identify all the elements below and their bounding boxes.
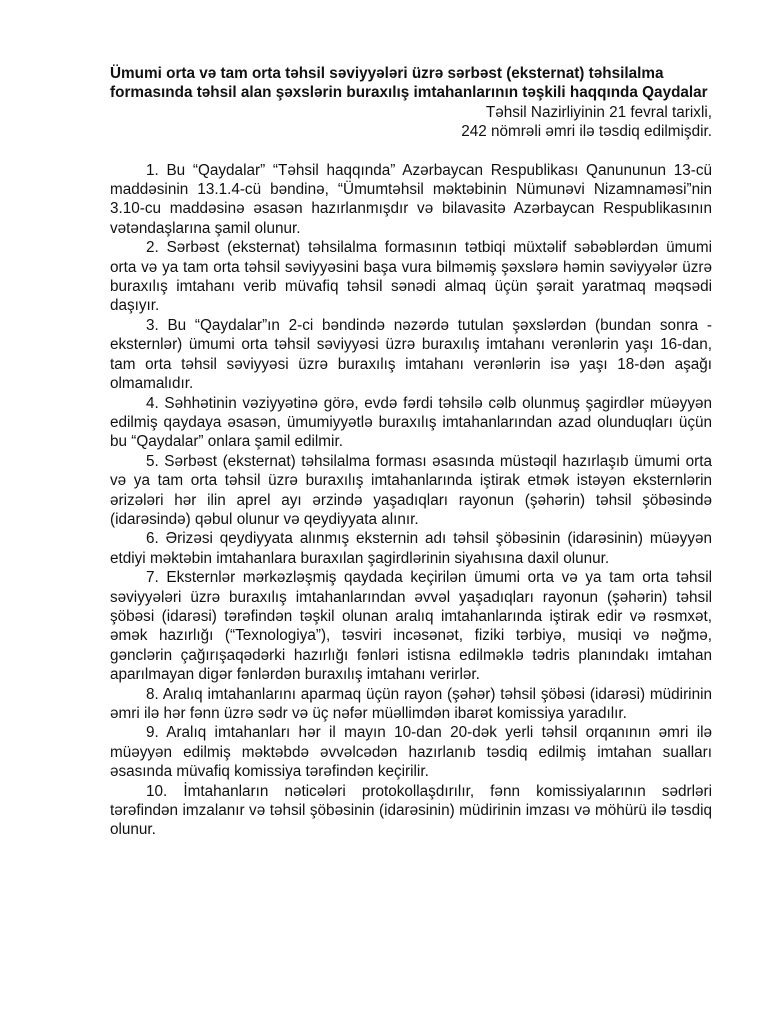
paragraph-1: 1. Bu “Qaydalar” “Təhsil haqqında” Azərbaycan Respublikası Qanununun 13-cü maddəsinin 13.1.4-cü bəndinə, “Ümumtəhsil məktəbinin Nümunəvi Nizamnaməsi”nin 3.10-cu maddəsinə əsasən hazırlanmışdır və bilavasitə Azərbaycan Respublikasının vətəndaşlarına şamil olunur. [110,161,712,237]
paragraph-2: 2. Sərbəst (eksternat) təhsilalma formasının tətbiqi müxtəlif səbəblərdən ümumi orta və ya tam orta təhsil səviyyəsini başa vura bilməmiş şəxslərə həmin səviyyələr üzrə buraxılış imtahanı verib müvafiq təhsil sənədi almaq üçün şərait yaratmaq məqsədi daşıyır. [110,239,712,315]
paragraph-7: 7. Eksternlər mərkəzləşmiş qaydada keçirilən ümumi orta və ya tam orta təhsil səviyyələri üzrə buraxılış imtahanlarından əvvəl yaşadıqları rayonun (şəhərin) təhsil şöbəsi (idarəsi) tərəfindən təşkil olunan aralıq imtahanlarında iştirak edir və rəsmxət, əmək hazırlığı (“Texnologiya”), təsviri incəsənət, fiziki tərbiyə, musiqi və nəğmə, gənclərin çağırışaqədərki hazırlığı fənləri istisna edilməklə tədris planındakı imtahan aparılmayan digər fənlərdən buraxılış imtahanı verirlər. [110,569,712,684]
paragraph-10: 10. İmtahanların nəticələri protokollaşdırılır, fənn komissiyalarının sədrləri tərəfindən imzalanır və təhsil şöbəsinin (idarəsinin) müdirinin imzası və möhürü ilə təsdiq olunur. [110,782,712,839]
paragraph-8: 8. Aralıq imtahanlarını aparmaq üçün rayon (şəhər) təhsil şöbəsi (idarəsi) müdirinin əmri ilə hər fənn üzrə sədr və üç nəfər müəllimdən ibarət komissiya yaradılır. [110,685,712,722]
approval-note [110,103,712,142]
approval-line-2: 242 nömrəli əmri ilə təsdiq edilmişdir. [461,123,712,141]
spacer [110,142,712,161]
document-page [110,64,712,840]
approval-line-1: Təhsil Nazirliyinin 21 fevral tarixli, [485,103,712,121]
document-title: Ümumi orta və tam orta təhsil səviyyələri üzrə sərbəst (eksternat) təhsilalma formasında təhsil alan şəxslərin buraxılış imtahanlarının təşkili haqqında Qaydalar [110,65,708,102]
paragraph-4: 4. Səhhətinin vəziyyətinə görə, evdə fərdi təhsilə cəlb olunmuş şagirdlər müəyyən edilmiş qaydaya əsasən, ümumiyyətlə buraxılış imtahanlarından azad olunduqları üçün bu “Qaydalar” onlara şamil edilmir. [110,394,712,451]
paragraph-5: 5. Sərbəst (eksternat) təhsilalma forması əsasında müstəqil hazırlaşıb ümumi orta və ya tam orta təhsil üzrə buraxılış imtahanlarında iştirak etmək istəyən eksternlərin ərizələri hər ilin aprel ayı ərzində yaşadıqları rayonun (şəhərin) təhsil şöbəsində (idarəsində) qəbul olunur və qeydiyyata alınır. [110,452,712,528]
paragraph-9: 9. Aralıq imtahanları hər il mayın 10-dan 20-dək yerli təhsil orqanının əmri ilə müəyyən edilmiş məktəbdə əvvəlcədən hazırlanıb təsdiq edilmiş imtahan sualları əsasında müvafiq komissiya tərəfindən keçirilir. [110,724,712,781]
paragraph-6: 6. Ərizəsi qeydiyyata alınmış eksternin adı təhsil şöbəsinin (idarəsinin) müəyyən etdiyi məktəbin imtahanlara buraxılan şagirdlərinin siyahısına daxil olunur. [110,530,712,567]
paragraph-3: 3. Bu “Qaydalar”ın 2-ci bəndində nəzərdə tutulan şəxslərdən (bundan sonra - eksternlər) ümumi orta təhsil səviyyəsi üzrə buraxılış imtahanı verənlərin yaşı 16-dan, tam orta təhsil səviyyəsi üzrə buraxılış imtahanı verənlərin isə yaşı 18-dən aşağı olmamalıdır. [110,316,712,393]
